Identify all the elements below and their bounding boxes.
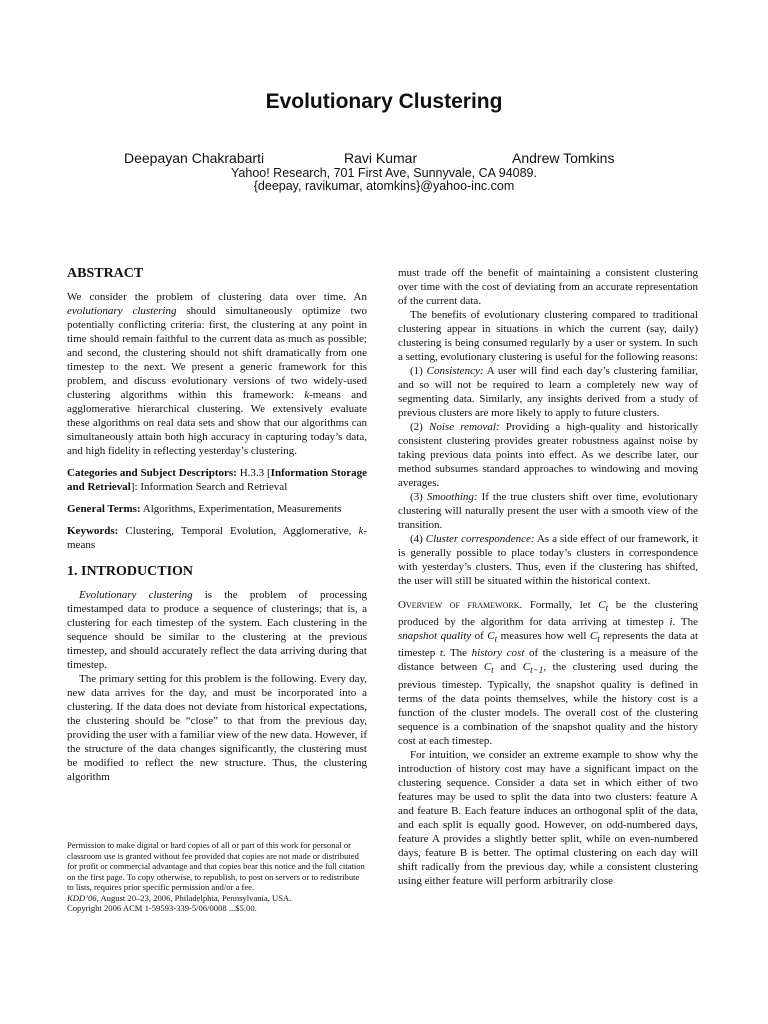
keywords: Keywords: Clustering, Temporal Evolution, Agglomerative, k-means	[67, 525, 367, 551]
general-terms: General Terms: Algorithms, Experimentation, Measurements	[67, 503, 342, 515]
intro-paragraph: The primary setting for this problem is the following. Every day, new data arrives for the day, and must be incorporated into a clustering. If the data does not deviate from historical expectations, the clustering should be “close” to that from the previous day, providing the user with a familiar view of the new data. However, if the structure of the data changes significantly, the clustering must be modified to reflect the new structure. Thus, the clustering algorithm	[67, 673, 367, 783]
categories: Categories and Subject Descriptors: H.3.3 [Information Storage and Retrieval]: Information Search and Retrieval	[67, 467, 368, 493]
reason-cluster-correspondence: (4) Cluster correspondence: As a side effect of our framework, it is generally possible to place today’s clusters in correspondence with yesterday’s clusters. Thus, even if the clustering has shifted, the user will still be situated within the historical context.	[398, 533, 698, 587]
intro-heading: 1. INTRODUCTION	[67, 564, 194, 579]
reason-smoothing: (3) Smoothing: If the true clusters shift over time, evolutionary clustering will naturally present the user with a smooth view of the transition.	[398, 491, 699, 531]
permission-footnote	[67, 840, 367, 914]
author-name: Deepayan Chakrabarti	[124, 150, 265, 166]
author-name: Andrew Tomkins	[512, 150, 615, 166]
abstract-text: We consider the problem of clustering data over time. An evolutionary clustering should simultaneously optimize two potentially conflicting criteria: first, the clustering at any point in time should remain faithful to the current data as much as possible; and second, the clustering should not shift dramatically from one timestep to the next. We present a generic framework for this problem, and discuss evolutionary versions of two widely-used clustering algorithms within this framework: k-means and agglomerative hierarchical clustering. We extensively evaluate these algorithms on real data sets and show that our algorithms can simultaneously attain both high accuracy in capturing today’s data, and high fidelity in reflecting yesterday’s clustering.	[67, 291, 368, 457]
overview-paragraph: Overview of framework. Formally, let $C_t$ be the clustering produced by the algorithm for data arriving at timestep i. The snapshot quality of $C_t$ measures how well $C_t$ represents the data at timestep t. The history cost of the clustering is a measure of the distance between $C_t$ and $C_{t-1}$, the clustering used during the previous timestep. Typically, the snapshot quality is defined in terms of the data points themselves, while the history cost is a function of the cluster models. The overall cost of the clustering sequence is a combination of the snapshot quality and the history cost at each timestep.	[398, 599, 699, 747]
author-name: Ravi Kumar	[344, 150, 418, 166]
reason-noise-removal: (2) Noise removal: Providing a high-quality and historically consistent clustering provides greater robustness against noise by taking previous data points into effect. As we describe later, our method subsumes standard approaches to windowing and moving averages.	[398, 421, 699, 489]
paper-title: Evolutionary Clustering	[265, 90, 503, 113]
intro-paragraph: Evolutionary clustering is the problem of processing timestamped data to produce a sequence of clusterings; that is, a clustering for each timestep of the system. Each clustering in the sequence should be similar to the clustering at the previous timestep, and should accurately reflect the data arriving during that timestep.	[67, 589, 367, 671]
permission-text: Permission to make digital or hard copies of all or part of this work for personal or classroom use is granted without fee provided that copies are not made or distributed for profit or commercial advantage and that copies bear this notice and the full citation on the first page. To copy otherwise, to republish, to post on servers or to redistribute to lists, requires prior specific permission and/or a fee.	[67, 840, 365, 892]
affiliation: Yahoo! Research, 701 First Ave, Sunnyvale, CA 94089.	[231, 166, 537, 180]
body-paragraph: The benefits of evolutionary clustering compared to traditional clustering appear in situations in which the current (say, daily) clustering is being consumed regularly by a user or system. In such a setting, evolutionary clustering is useful for the following reasons:	[398, 309, 698, 363]
left-column	[67, 266, 367, 784]
abstract-heading: ABSTRACT	[67, 266, 144, 281]
right-column	[398, 266, 698, 888]
body-paragraph: For intuition, we consider an extreme example to show why the introduction of history cost may have a significant impact on the clustering sequence. Consider a data set in which either of two features may be used to split the data into two clusters: feature A and feature B. Each feature induces an orthogonal split of the data, and each split is equally good. However, on odd-numbered days, feature A provides a slightly better split, while on even-numbered days, feature B is better. The optimal clustering on each day will shift radically from the previous day, while a consistent clustering using either feature will perform arbitrarily close	[398, 748, 698, 887]
conference-info: KDD’06, August 20–23, 2006, Philadelphia, Pennsylvania, USA.	[67, 892, 292, 903]
reason-consistency: (1) Consistency: A user will find each day’s clustering familiar, and so will not be required to learn a completely new way of segmenting data. Similarly, any insights derived from a study of previous clusters are more likely to apply to future clusters.	[398, 365, 698, 419]
author-emails: {deepay, ravikumar, atomkins}@yahoo-inc.com	[253, 179, 515, 193]
copyright-text: Copyright 2006 ACM 1-59593-339-5/06/0008 ...$5.00.	[67, 903, 257, 913]
body-paragraph: must trade off the benefit of maintaining a consistent clustering over time with the cost of deviating from an accurate representation of the current data.	[398, 267, 698, 307]
